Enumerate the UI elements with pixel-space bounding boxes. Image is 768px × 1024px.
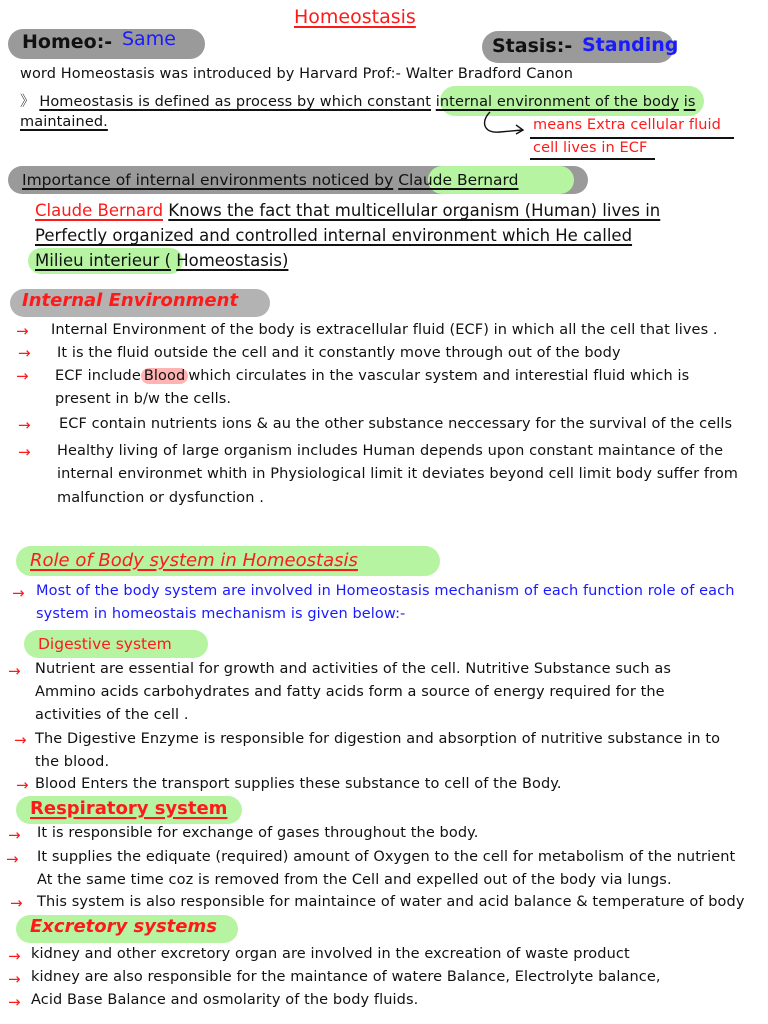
digestive-item-2-l1: The Digestive Enzyme is responsible for digestion and absorption of nutritive substance in to [35, 731, 721, 747]
respiratory-heading: Respiratory system [30, 798, 228, 819]
bernard-line3 [35, 251, 288, 270]
arrow-icon: → [12, 584, 25, 602]
milieu-text: Milieu interieur ( [35, 251, 171, 270]
env-item-3-post: which circulates in the vascular system and interestial fluid which is [188, 368, 690, 384]
env-item-5-l2: internal environmet whith in Physiological limit it deviates beyond cell limit body suffer from [57, 466, 739, 482]
respiratory-item-2-l1: It supplies the ediquate (required) amount of Oxygen to the cell for metabolism of the nutrient [37, 849, 736, 865]
digestive-item-1-l1: Nutrient are essential for growth and activities of the cell. Nutritive Substance such as [35, 661, 671, 677]
intro-line: word Homeostasis was introduced by Harvard Prof:- Walter Bradford Canon [20, 66, 574, 82]
digestive-item-1-l2: Ammino acids carbohydrates and fatty acids form a source of energy required for the [35, 684, 665, 700]
digestive-item-2-l2: the blood. [35, 754, 110, 770]
excretory-item-2: kidney are also responsible for the maintance of watere Balance, Electrolyte balance, [31, 969, 661, 985]
role-intro-l2: system in homeostais mechanism is given below:- [36, 606, 406, 622]
arrow-icon: → [16, 367, 29, 385]
importance-line [22, 171, 519, 189]
homeo-label: Homeo:- [22, 31, 113, 53]
excretory-item-3: Acid Base Balance and osmolarity of the body fluids. [31, 992, 419, 1008]
arrow-icon: → [8, 662, 21, 680]
env-item-4: ECF contain nutrients ions & au the other substance neccessary for the survival of the cells [59, 416, 733, 432]
definition-highlight-text: internal environment of the body [435, 94, 679, 110]
arrow-icon: → [8, 993, 21, 1011]
ecf-note-line2: cell lives in ECF [533, 140, 648, 156]
env-item-3-line2: present in b/w the cells. [55, 391, 232, 407]
arrow-icon: → [8, 947, 21, 965]
importance-text: Importance of internal environments noticed by [22, 171, 394, 189]
role-heading: Role of Body system in Homeostasis [30, 550, 358, 571]
arrow-icon: → [18, 443, 31, 461]
curved-arrow-icon [478, 110, 528, 140]
arrow-icon: → [10, 894, 23, 912]
definition-part1: Homeostasis is defined as process by which constant [39, 94, 432, 110]
arrow-icon: → [16, 776, 29, 794]
bernard-line1 [35, 201, 660, 220]
respiratory-item-3: This system is also responsible for maintaince of water and acid balance & temperature of body [37, 894, 745, 910]
bernard-line2: Perfectly organized and controlled internal environment which He called [35, 226, 633, 245]
stasis-label: Stasis:- [492, 35, 573, 57]
ecf-note-line1: means Extra cellular fluid [533, 117, 721, 133]
blood-highlight: Blood [141, 368, 188, 384]
page-title: Homeostasis [294, 6, 416, 28]
definition-bullet: 》 [20, 94, 35, 110]
arrow-icon: → [18, 344, 31, 362]
respiratory-item-2-l2: At the same time coz is removed from the Cell and expelled out of the body via lungs. [37, 872, 672, 888]
env-item-1: Internal Environment of the body is extracellular fluid (ECF) in which all the cell that lives . [51, 322, 718, 338]
arrow-icon: → [8, 970, 21, 988]
env-item-2: It is the fluid outside the cell and it constantly move through out of the body [57, 345, 621, 361]
arrow-icon: → [18, 416, 31, 434]
digestive-item-1-l3: activities of the cell . [35, 707, 189, 723]
arrow-icon: → [6, 850, 19, 868]
excretory-item-1: kidney and other excretory organ are involved in the excreation of waste product [31, 946, 630, 962]
homeo-meaning: Same [122, 28, 176, 50]
env-item-3-pre: ECF include [55, 368, 141, 384]
milieu-rest: Homeostasis) [176, 251, 289, 270]
env-item-5-l3: malfunction or dysfunction . [57, 490, 264, 506]
definition-part2: is [683, 94, 696, 110]
ecf-note-underline-2 [530, 158, 655, 160]
env-item-5-l1: Healthy living of large organism includes Human depends upon constant maintance of the [57, 443, 724, 459]
bernard-line1-rest: Knows the fact that multicellular organism (Human) lives in [168, 201, 661, 220]
arrow-icon: → [14, 731, 27, 749]
digestive-item-3: Blood Enters the transport supplies these substance to cell of the Body. [35, 776, 562, 792]
ecf-note-underline [530, 137, 734, 139]
excretory-heading: Excretory systems [30, 916, 217, 937]
importance-name: Claude Bernard [398, 171, 519, 189]
definition-line1 [20, 90, 696, 111]
bernard-name: Claude Bernard [35, 201, 164, 220]
respiratory-item-1: It is responsible for exchange of gases throughout the body. [37, 825, 479, 841]
env-item-3 [55, 368, 689, 384]
arrow-icon: → [8, 826, 21, 844]
internal-env-heading: Internal Environment [22, 290, 239, 311]
definition-line2: maintained. [20, 114, 108, 130]
digestive-heading: Digestive system [38, 635, 172, 653]
stasis-meaning: Standing [582, 34, 679, 56]
arrow-icon: → [16, 322, 29, 340]
role-intro-l1: Most of the body system are involved in Homeostasis mechanism of each function role of each [36, 583, 735, 599]
